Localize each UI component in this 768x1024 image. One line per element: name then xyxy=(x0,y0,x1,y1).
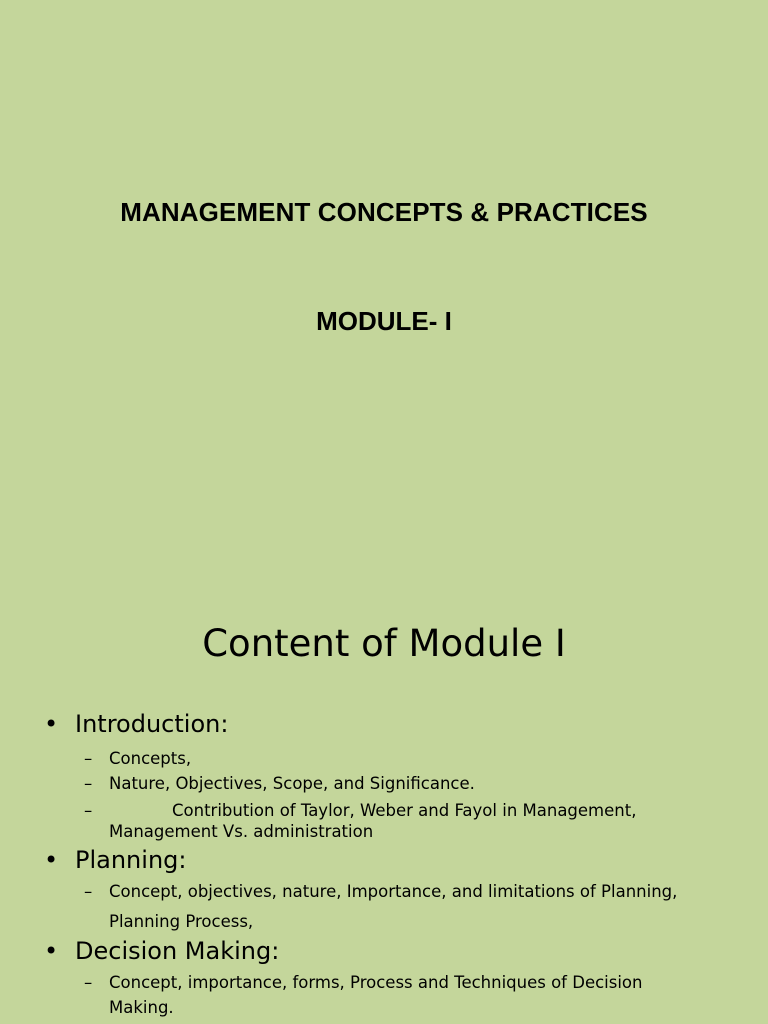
list-item-text: Concept, objectives, nature, Importance, and limitations of Planning, xyxy=(109,882,678,901)
dash-icon: – xyxy=(84,774,93,793)
dash-icon: – xyxy=(84,801,93,820)
slide-title-heading: MANAGEMENT CONCEPTS & PRACTICES xyxy=(120,197,648,227)
bullet-icon: • xyxy=(44,846,59,874)
list-item-text: Concept, importance, forms, Process and Techniques of Decision xyxy=(109,973,643,992)
list-item-text: Contribution of Taylor, Weber and Fayol in Management, xyxy=(172,801,637,820)
section-heading: Decision Making: xyxy=(75,937,280,965)
section-heading: Planning: xyxy=(75,846,187,874)
bullet-icon: • xyxy=(44,710,59,738)
section-heading: Introduction: xyxy=(75,710,229,738)
list-item-text: Planning Process, xyxy=(109,912,254,931)
list-item-text: Management Vs. administration xyxy=(109,822,374,841)
section-planning xyxy=(44,846,186,874)
section-introduction xyxy=(44,710,228,738)
slide-subtitle: MODULE- I xyxy=(316,306,452,336)
section-decision-making xyxy=(44,937,279,965)
list-item-text: Making. xyxy=(109,998,174,1017)
dash-icon: – xyxy=(84,882,93,901)
dash-icon: – xyxy=(84,749,93,768)
slide-content xyxy=(0,576,768,1024)
bullet-icon: • xyxy=(44,937,59,965)
list-item-text: Nature, Objectives, Scope, and Significance. xyxy=(109,774,475,793)
list-item-text: Concepts, xyxy=(109,749,192,768)
content-title: Content of Module I xyxy=(202,622,566,665)
dash-icon: – xyxy=(84,973,93,992)
